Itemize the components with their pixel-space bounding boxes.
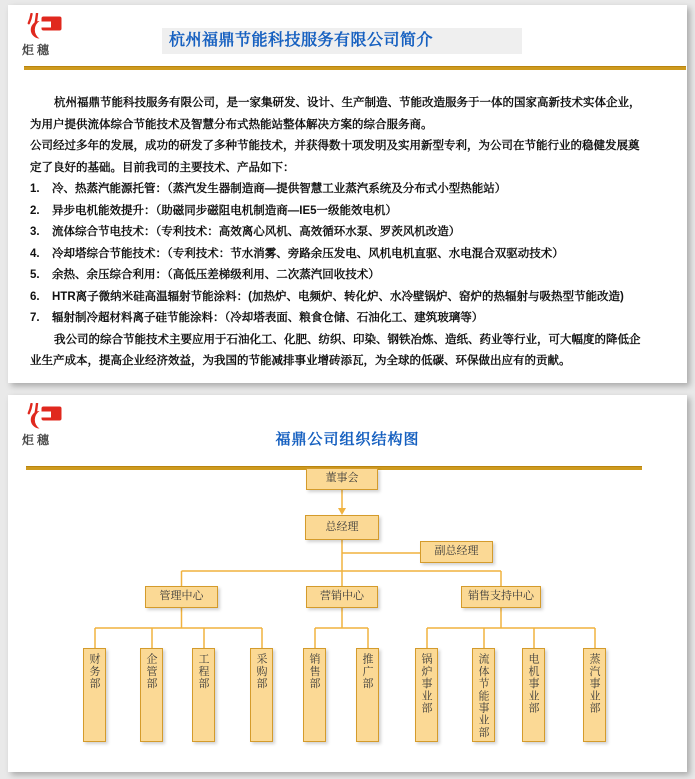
- list-number: 3.: [30, 226, 40, 238]
- paragraph-line: 定了良好的基础。目前我司的主要技术、产品如下：: [30, 161, 295, 174]
- list-text: HTR离子微纳米硅高温辐射节能涂料：(加热炉、电频炉、转化炉、水冷壁锅炉、窑炉的热辐射与吸热型节能改造): [52, 290, 624, 303]
- arrowhead-icon: [338, 508, 346, 515]
- paragraph-line: 我公司的综合节能技术主要应用于石油化工、化肥、纺织、印染、钢铁冶炼、造纸、药业等行业，可大幅度的降低企: [54, 333, 641, 346]
- org-chart-title: 福鼎公司组织结构图: [275, 431, 420, 448]
- list-item: [30, 265, 670, 287]
- list-item: [30, 287, 670, 309]
- intro-body: [30, 93, 670, 373]
- list-number: 4.: [30, 247, 40, 260]
- logo-text: 炬穗: [22, 433, 53, 447]
- org-node-board: 董事会: [306, 468, 378, 490]
- org-node-deputy-general-manager: 副总经理: [420, 541, 493, 563]
- list-item: [30, 244, 670, 266]
- org-node-marketing-center: 营销中心: [306, 586, 378, 608]
- paragraph-line: 业生产成本，提高企业经济效益，为我国的节能减排事业增砖添瓦，为全球的低碳、环保做出应有的贡献。: [30, 355, 571, 367]
- list-text: 流体综合节电技术：（专利技术：高效离心风机、高效循环水泵、罗茨风机改造）: [52, 226, 461, 238]
- org-chart: [8, 395, 687, 772]
- flame-logo-icon: [24, 13, 64, 40]
- paragraph-line: 为用户提供流体综合节能技术及智慧分布式热能站整体解决方案的综合服务商。: [30, 118, 433, 131]
- org-node-procurement-dept: 采购部: [250, 648, 273, 742]
- org-node-boiler-division: 锅炉事业部: [415, 648, 438, 742]
- list-number: 6.: [30, 290, 40, 303]
- org-node-finance-dept: 财务部: [83, 648, 106, 742]
- intro-title: 杭州福鼎节能科技服务有限公司简介: [169, 32, 434, 49]
- org-node-motor-division: 电机事业部: [522, 648, 545, 742]
- list-number: 7.: [30, 312, 40, 324]
- org-node-management-center: 管理中心: [145, 586, 218, 608]
- org-node-fluid-energy-division: 流体节能事业部: [472, 648, 495, 742]
- header-divider: [24, 66, 686, 70]
- paragraph-line: 公司经过多年的发展，成功的研发了多种节能技术，并获得数十项发明及实用新型专利，为公司在节能行业的稳健发展奠: [30, 140, 640, 152]
- list-text: 辐射制冷超材料离子硅节能涂料：（冷却塔表面、粮食仓储、石油化工、建筑玻璃等）: [52, 312, 484, 324]
- list-number: 5.: [30, 269, 40, 281]
- org-node-general-manager: 总经理: [305, 515, 379, 540]
- list-text: 余热、余压综合利用：（高低压差梯级利用、二次蒸汽回收技术）: [52, 269, 380, 281]
- org-node-promotion-dept: 推广部: [356, 648, 379, 742]
- org-node-steam-division: 蒸汽事业部: [583, 648, 606, 742]
- list-number: 2.: [30, 204, 40, 217]
- org-node-engineering-dept: 工程部: [192, 648, 215, 742]
- org-node-sales-dept: 销售部: [303, 648, 326, 742]
- list-item: [30, 179, 670, 201]
- paragraph-line: 杭州福鼎节能科技服务有限公司，是一家集研发、设计、生产制造、节能改造服务于一体的国家高新技术实体企业，: [54, 97, 641, 109]
- list-text: 冷却塔综合节能技术：（专利技术：节水消雾、旁路余压发电、风机电机直驱、水电混合双驱动技术）: [52, 247, 564, 260]
- list-item: [30, 308, 670, 330]
- intro-title-bar: [162, 28, 522, 54]
- org-chart-page: [8, 395, 687, 772]
- intro-document-page: [8, 5, 687, 383]
- list-item: [30, 222, 670, 244]
- list-item: [30, 201, 670, 223]
- org-node-sales-support-center: 销售支持中心: [461, 586, 541, 608]
- list-text: 冷、热蒸汽能源托管：（蒸汽发生器制造商—提供智慧工业蒸汽系统及分布式小型热能站）: [52, 183, 507, 195]
- list-number: 1.: [30, 183, 40, 195]
- company-logo: [22, 13, 70, 58]
- list-text: 异步电机能效提升：（助磁同步磁阻电机制造商—IE5一级能效电机）: [52, 204, 398, 217]
- org-node-enterprise-dept: 企管部: [140, 648, 163, 742]
- logo-text: 炬穗: [22, 43, 53, 57]
